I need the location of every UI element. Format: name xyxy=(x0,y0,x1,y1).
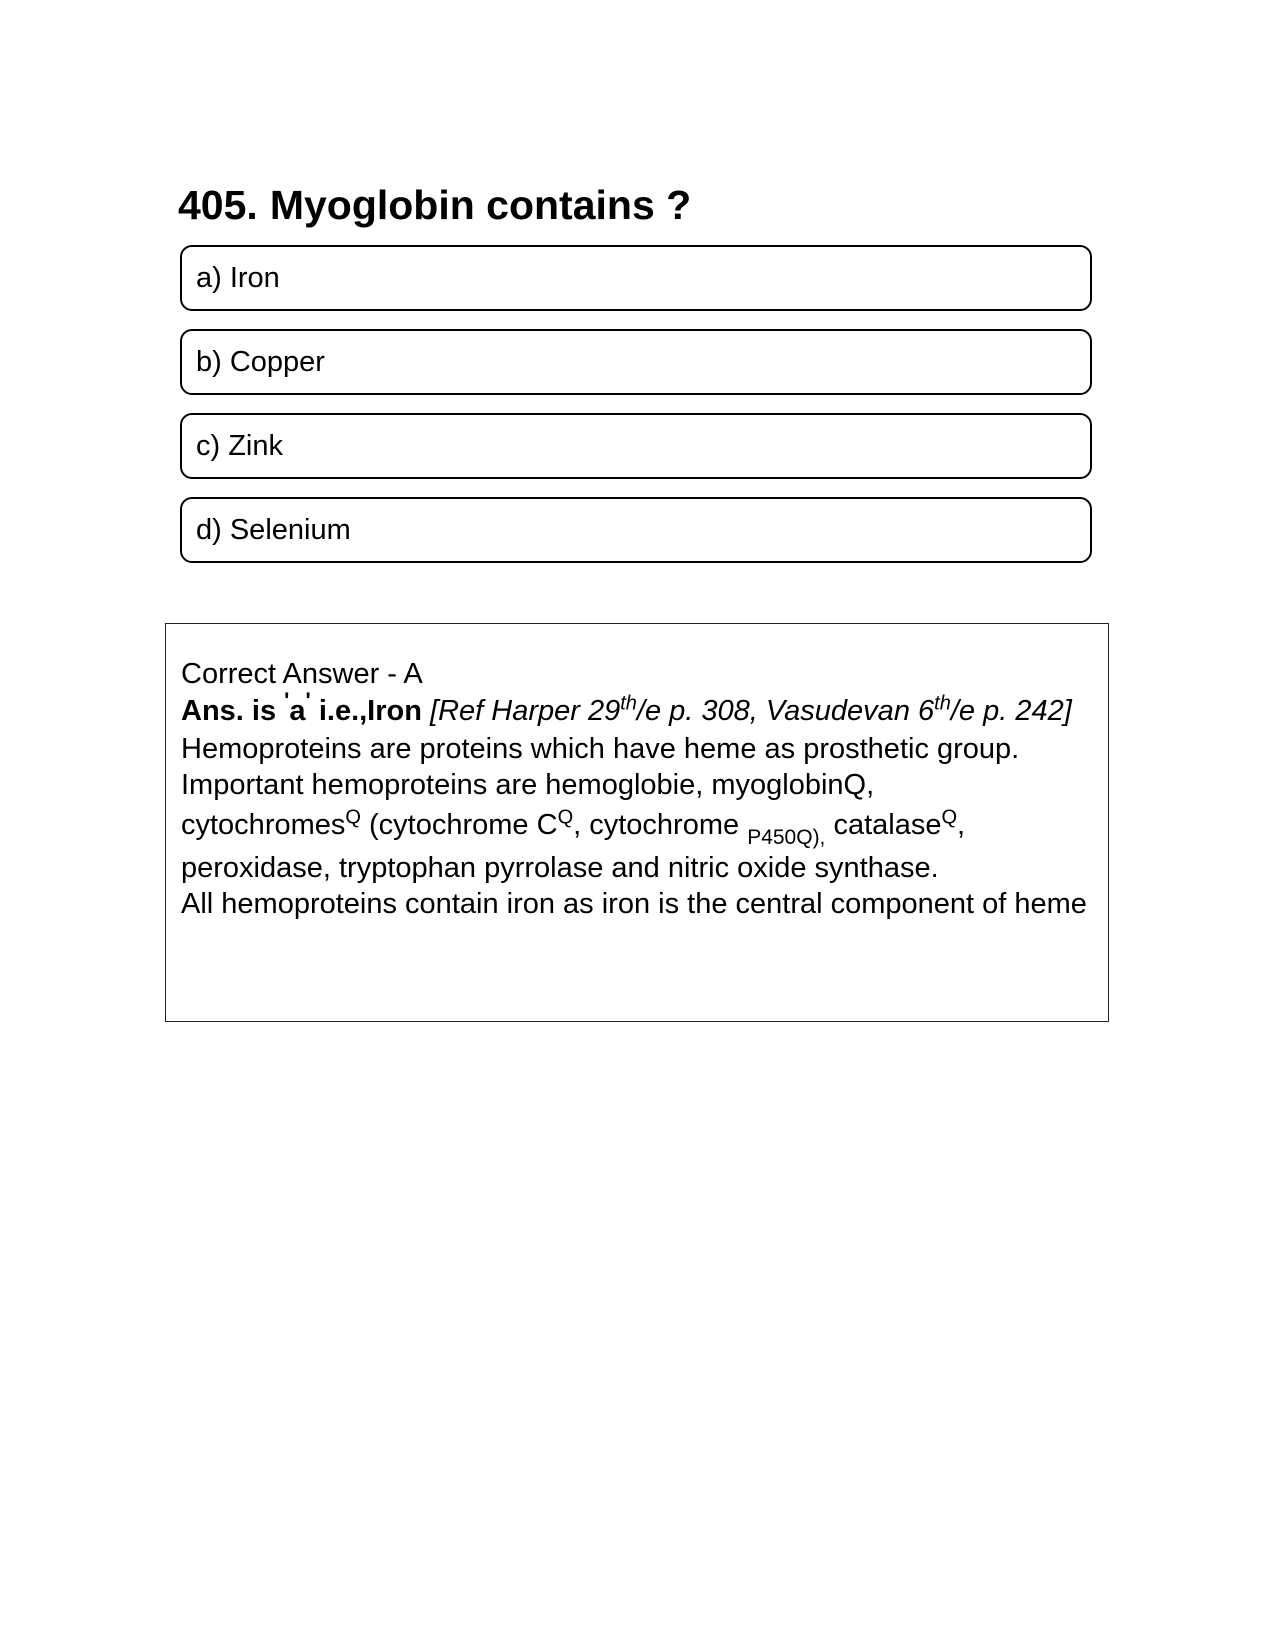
explanation-line-3 xyxy=(181,803,1094,850)
reference-text xyxy=(430,692,1072,727)
ref-part1: [Ref Harper 29 xyxy=(430,695,621,727)
option-a[interactable] xyxy=(180,245,1092,311)
l3-sup2: Q xyxy=(557,806,574,829)
ans-tick-left: ' xyxy=(284,688,290,713)
option-d[interactable] xyxy=(180,497,1092,563)
ref-part3: /e p. 242] xyxy=(950,695,1072,727)
question-number: 405. xyxy=(178,182,258,228)
l3-e: , xyxy=(957,809,966,841)
ref-part2: /e p. 308, Vasudevan 6 xyxy=(636,695,935,727)
option-b[interactable] xyxy=(180,329,1092,395)
l3-b: (cytochrome C xyxy=(360,809,558,841)
option-c[interactable] xyxy=(180,413,1092,479)
l3-a: cytochromes xyxy=(181,809,346,841)
ans-prefix: Ans. is xyxy=(181,695,277,727)
explanation-line-2: Important hemoproteins are hemoglobie, myoglobinQ, xyxy=(181,769,875,801)
l3-sup3: Q xyxy=(941,806,958,829)
explanation-line-1: Hemoproteins are proteins which have heme as prosthetic group. xyxy=(181,733,1020,765)
l3-d: catalase xyxy=(825,809,942,841)
correct-answer-line: Correct Answer - A xyxy=(181,658,423,690)
option-b-label: b) Copper xyxy=(196,345,325,378)
ans-rest: i.e.,Iron xyxy=(318,695,422,727)
answer-explanation-box xyxy=(165,623,1109,1022)
ans-tick-right: ' xyxy=(305,688,311,713)
option-d-label: d) Selenium xyxy=(196,513,351,546)
option-c-label: c) Zink xyxy=(196,429,283,462)
question-title xyxy=(178,176,691,234)
l3-sup1: Q xyxy=(345,806,361,829)
ref-sup1: th xyxy=(620,692,637,715)
explanation-line-5: All hemoproteins contain iron as iron is the central component of heme xyxy=(181,888,1087,920)
ref-sup2: th xyxy=(934,692,951,715)
l3-c: , cytochrome xyxy=(573,809,748,841)
l3-sub: P450Q), xyxy=(747,826,826,849)
ans-letter: a xyxy=(289,695,306,727)
answer-reference-line xyxy=(181,688,1094,731)
explanation-line-4: peroxidase, tryptophan pyrrolase and nitric oxide synthase. xyxy=(181,852,939,884)
option-a-label: a) Iron xyxy=(196,261,280,294)
question-text: Myoglobin contains ? xyxy=(269,182,692,228)
